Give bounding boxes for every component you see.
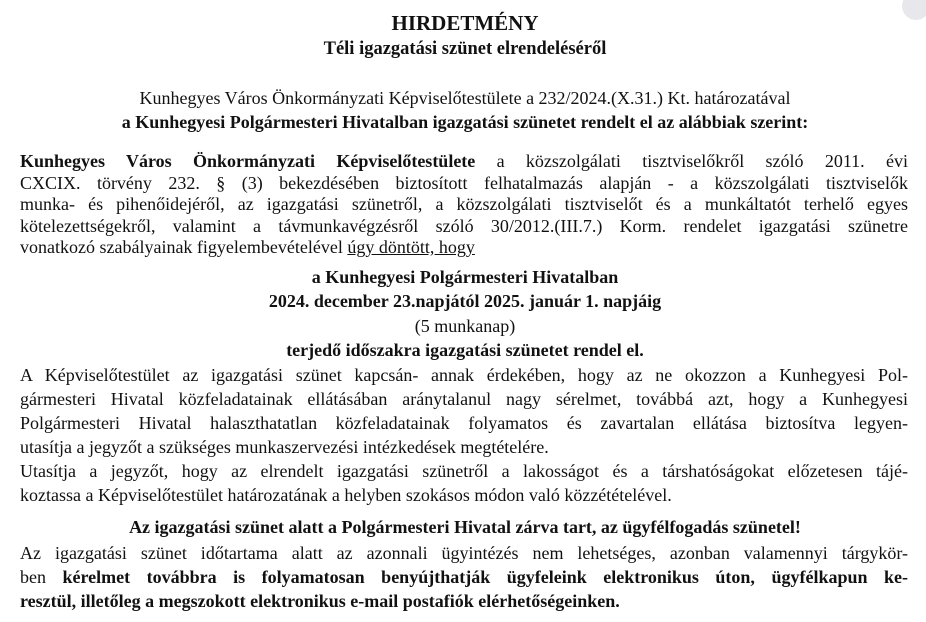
decision-workdays: (5 munkanap) — [414, 316, 516, 336]
paragraph-electronic — [20, 541, 908, 613]
paragraph-line: Az igazgatási szünet időtartama alatt az azonnali ügyintézés nem lehetséges, azonban valamennyi tárgykör- — [20, 543, 908, 563]
line-text: vonatkozó szabályainak figyelembevételével — [20, 237, 348, 257]
line-text: a közszolgálati tisztviselőkről szóló 2011. évi — [475, 151, 908, 171]
paragraph-line — [20, 565, 908, 589]
intro-line-2: a Kunhegyesi Polgármesteri Hivatalban igazgatási szünetet rendelt el az alábbiak szerint: — [121, 112, 809, 132]
paragraph-line: A Képviselőtestület az igazgatási szünet kapcsán- annak érdekében, hogy az ne okozzon a Kunhegyesi Pol- — [20, 365, 908, 385]
paragraph-line: koztassa a Képviselőtestület határozatának a helyben szokásos módon való közzétételével. — [20, 485, 672, 505]
paragraph-line: utasítja a jegyzőt a szükséges munkaszervezési intézkedések megtételére. — [20, 437, 549, 457]
paragraph-line — [20, 237, 908, 259]
intro-line-1: Kunhegyes Város Önkormányzati Képviselőtestülete a 232/2024.(X.31.) Kt. határozatával — [139, 88, 791, 108]
paragraph-line: gármesteri Hivatal közfeladatainak ellátásában aránytalanul nagy sérelmet, továbbá azt, hogy a Kunhegyesi — [20, 389, 908, 409]
bold-text: kérelmet továbbra is folyamatosan benyújthatják ügyfeleink elektronikus úton, ügyfélkapun ke- — [62, 567, 908, 587]
paragraph-line: Polgármesteri Hivatal halaszthatatlan közfeladatainak folyamatos és zavartalan ellátása biztosítva legyen- — [20, 413, 908, 433]
closure-notice: Az igazgatási szünet alatt a Polgármesteri Hivatal zárva tart, az ügyfélfogadás szünetel! — [129, 517, 801, 537]
paragraph-line — [20, 151, 908, 173]
paragraph-authority — [20, 151, 908, 259]
paragraph-line: kötelezettségekről, valamint a távmunkavégzésről szóló 30/2012.(III.7.) Korm. rendelet igazgatási szünetre — [20, 215, 908, 236]
paragraph-line: CXCIX. törvény 232. § (3) bekezdésében biztosított felhatalmazás alapján - a közszolgálati tisztviselők — [20, 172, 908, 193]
page-subtitle: Téli igazgatási szünet elrendeléséről — [323, 39, 607, 59]
decision-dates: 2024. december 23.napjától 2025. január 1. napjáig — [268, 291, 662, 311]
bold-lead: Kunhegyes Város Önkormányzati Képviselőtestülete — [20, 151, 476, 171]
page-title: HIRDETMÉNY — [391, 11, 539, 35]
line-text: ben — [20, 567, 63, 587]
underlined-text: úgy döntött, hogy — [347, 237, 475, 257]
paragraph-line: resztül, illetőleg a megszokott elektronikus e-mail postafiók elérhetőségeinken. — [20, 591, 620, 611]
decision-line-1: a Kunhegyesi Polgármesteri Hivatalban — [311, 267, 619, 287]
paragraph-line: munka- és pihenőidejéről, az igazgatási szünetről, a közszolgálati tisztviselőt és a munkáltatót terhelő egyes — [20, 194, 908, 214]
paragraph-instructions — [20, 363, 908, 507]
decision-line-4: terjedő időszakra igazgatási szünetet rendel el. — [286, 340, 644, 360]
paragraph-line: Utasítja a jegyzőt, hogy az elrendelt igazgatási szünetről a lakosságot és a társhatóságokat előzetesen tájé- — [20, 461, 908, 481]
